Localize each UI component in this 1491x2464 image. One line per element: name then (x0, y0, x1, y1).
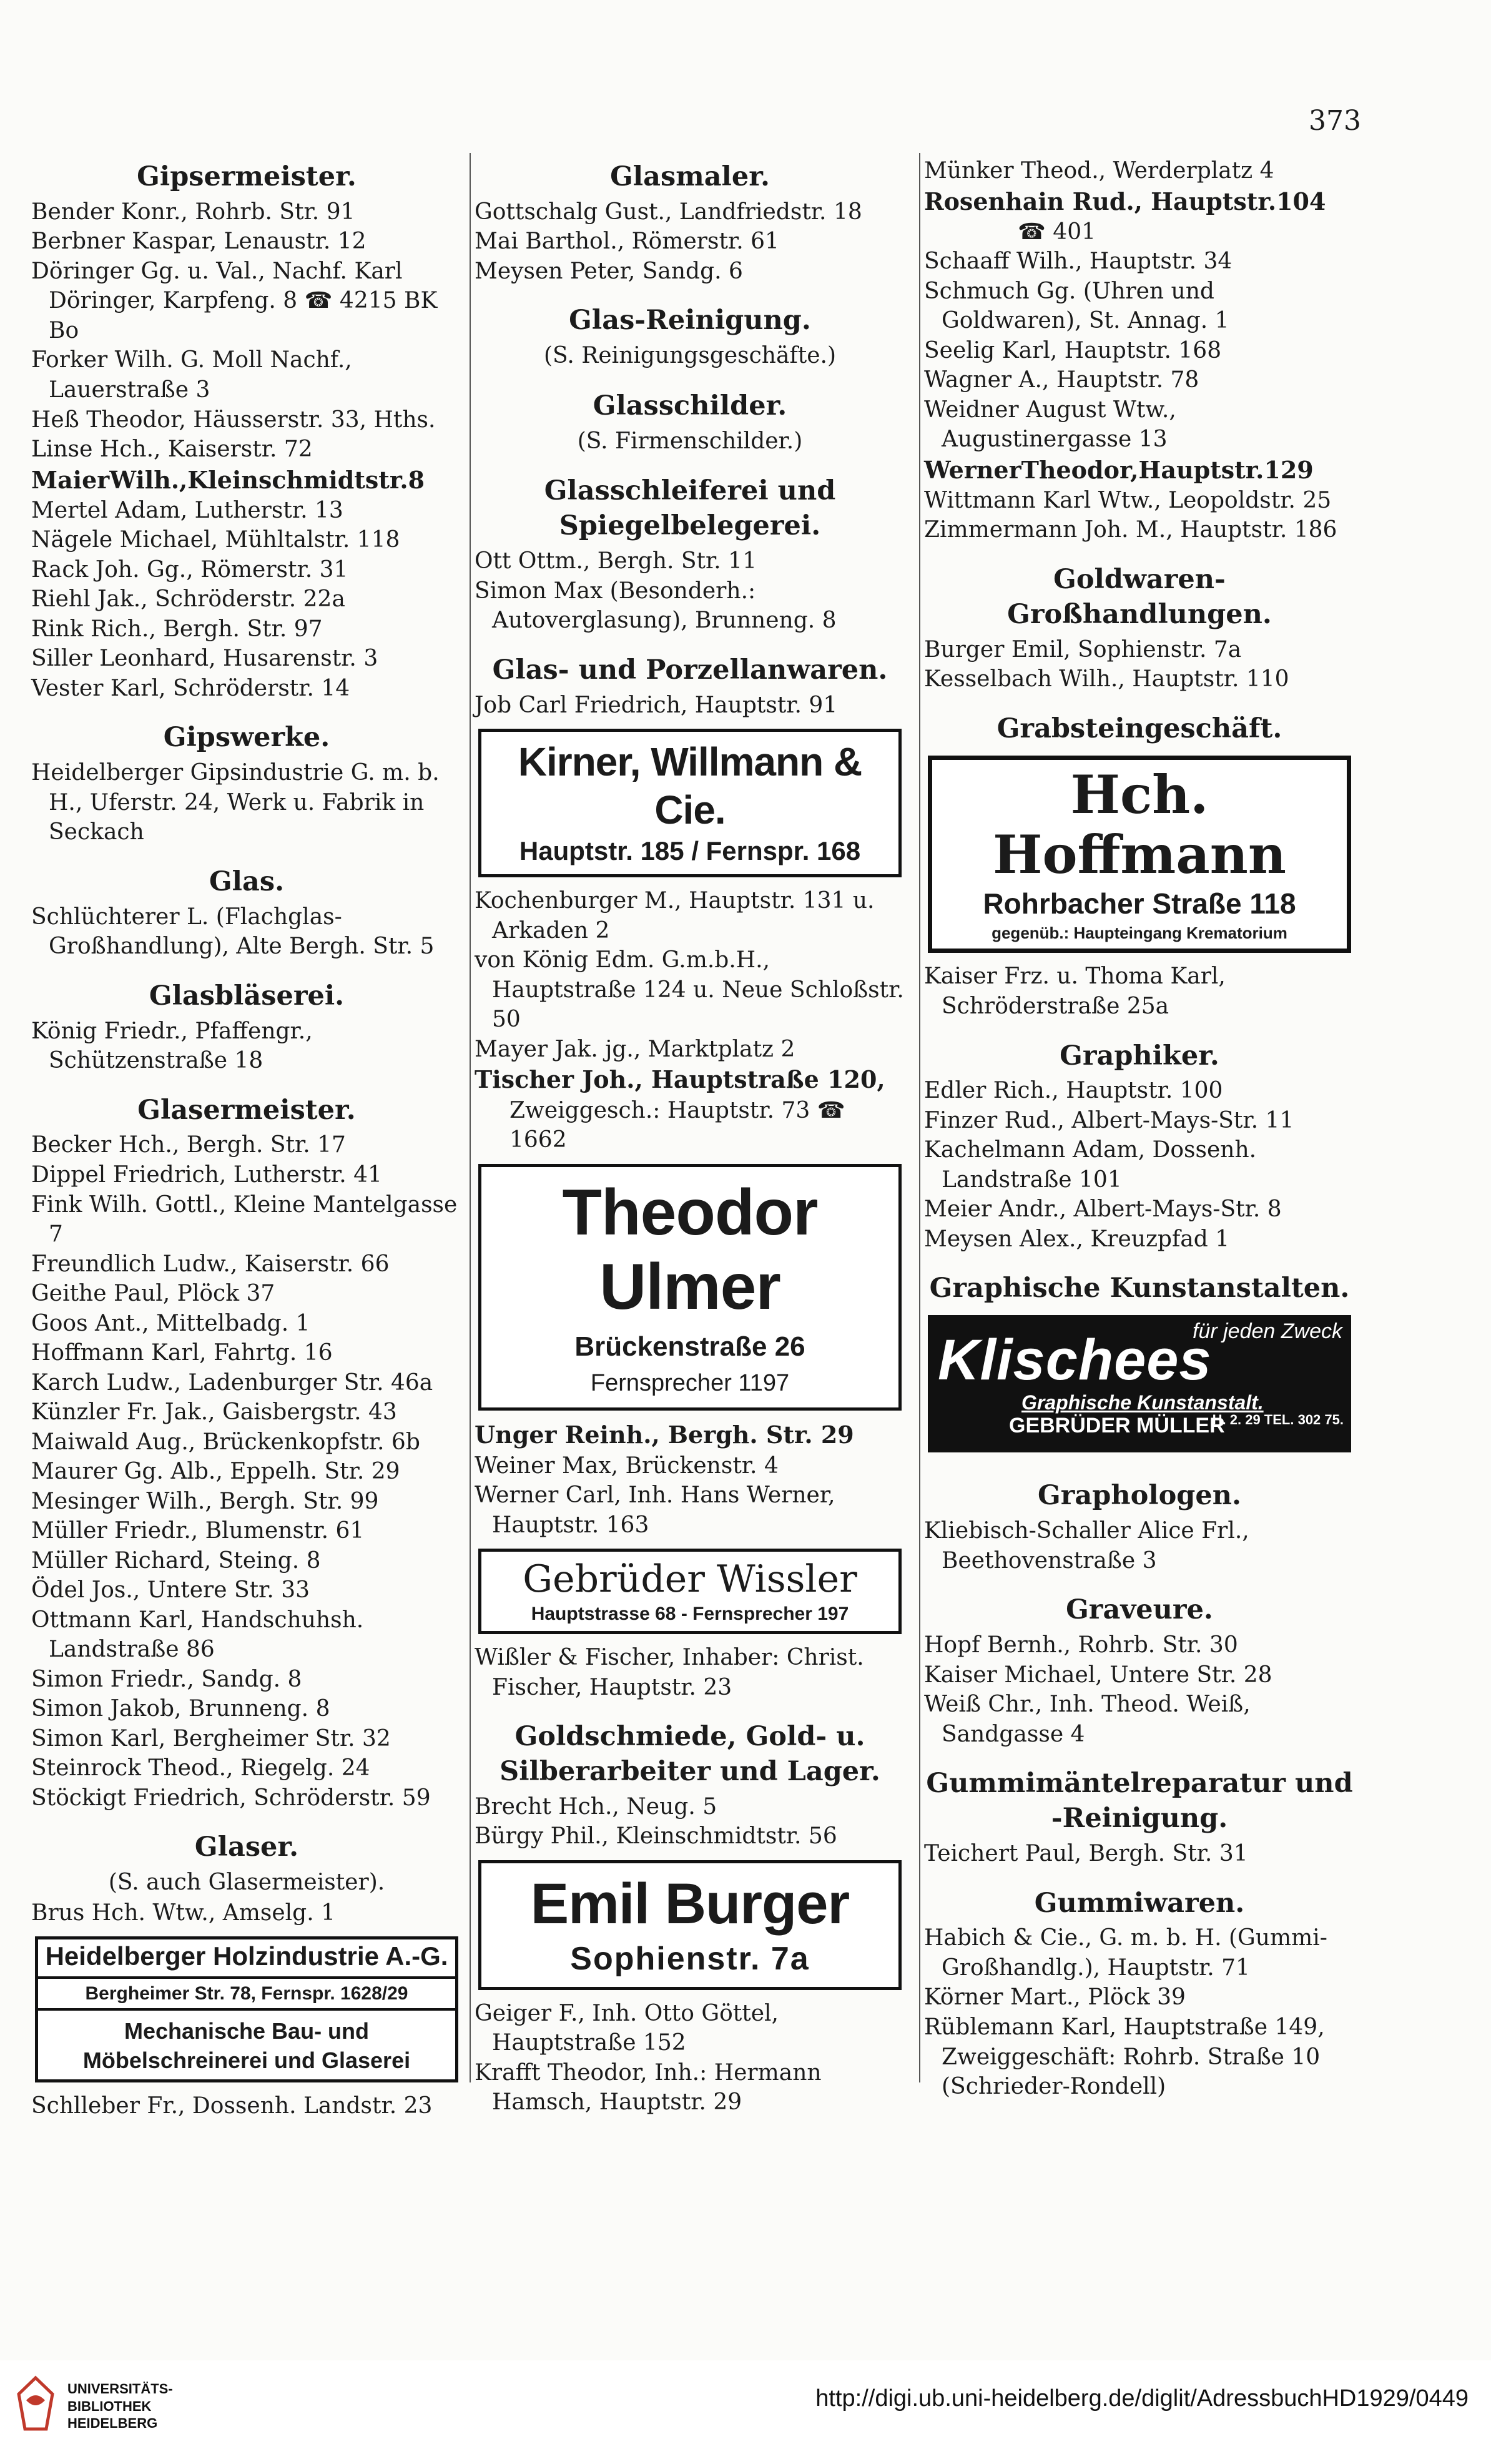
directory-entry: Finzer Rud., Albert-Mays-Str. 11 (924, 1107, 1294, 1133)
directory-entry: Seelig Karl, Hauptstr. 168 (924, 337, 1222, 363)
ad-address: Hauptstr. 185 / Fernspr. 168 (519, 835, 861, 865)
section-heading: Gummiwaren. (1034, 1887, 1245, 1919)
ad-address: Hauptstrasse 68 - Fernsprecher 197 (531, 1604, 849, 1625)
directory-entry: Rüblemann Karl, Hauptstraße 149, Zweiggeschäft: Rohrb. Straße 10 (Schrieder-Rondell) (924, 2014, 1332, 2100)
entry: Zweiggesch.: Hauptstr. 73 ☎ 1662 (509, 1097, 853, 1153)
ad-slogan: für jeden Zweck (1193, 1319, 1342, 1344)
directory-entry: Meysen Alex., Kreuzpfad 1 (924, 1226, 1230, 1252)
directory-entry: Müller Friedr., Blumenstr. 61 (31, 1518, 365, 1544)
directory-entry: Riehl Jak., Schröderstr. 22a (31, 586, 345, 613)
source-url[interactable]: http://digi.ub.uni-heidelberg.de/diglit/AdressbuchHD1929/0449 (815, 2385, 1469, 2412)
section-heading: Glasschilder. (593, 390, 787, 421)
entry-list (475, 886, 912, 1064)
ad-address: Rohrbacher Straße 118 (983, 887, 1296, 920)
section-heading: Gummimäntelreparatur und -Reinigung. (926, 1768, 1353, 1835)
ad-address: Sophienstr. 7a (570, 1941, 810, 1978)
entry-list (31, 1130, 465, 1813)
entry: Schlleber Fr., Dossenh. Landstr. 23 (31, 2092, 433, 2119)
ad-phone: H. 2. 29 TEL. 302 75. (1212, 1412, 1344, 1428)
directory-entry: Nägele Michael, Mühltalstr. 118 (31, 527, 400, 553)
ad-title: Theodor Ulmer (562, 1176, 818, 1324)
column-2 (475, 156, 912, 2117)
directory-entry: Heß Theodor, Häusserstr. 33, Hths. (31, 407, 436, 433)
directory-entry: Kaiser Michael, Untere Str. 28 (924, 1662, 1272, 1688)
section-heading: Glasbläserei. (149, 980, 345, 1012)
directory-entry: Schmuch Gg. (Uhren und Goldwaren), St. Annag. 1 (924, 278, 1229, 334)
directory-entry: Teichert Paul, Bergh. Str. 31 (924, 1841, 1248, 1867)
ad-address: Brückenstraße 26 (574, 1331, 805, 1362)
directory-entry: Mertel Adam, Lutherstr. 13 (31, 497, 343, 523)
ad-holzindustrie (35, 1936, 458, 2082)
entry-list (475, 1999, 905, 2117)
directory-entry: Bürgy Phil., Kleinschmidtstr. 56 (475, 1823, 837, 1850)
section-heading: Glas-Reinigung. (569, 305, 811, 337)
entry: Wißler & Fischer, Inhaber: Christ. Fischer, Hauptstr. 23 (475, 1645, 872, 1700)
directory-entry: Siller Leonhard, Husarenstr. 3 (31, 646, 378, 672)
directory-entry: Meysen Peter, Sandg. 6 (475, 258, 743, 284)
section-heading: Graphische Kunstanstalten. (929, 1273, 1350, 1304)
section-heading: Graphiker. (1060, 1040, 1219, 1072)
column-divider (919, 153, 920, 2082)
directory-entry: Vester Karl, Schröderstr. 14 (31, 675, 350, 701)
directory-entry: Karch Ludw., Ladenburger Str. 46a (31, 1369, 433, 1396)
directory-entry: Zimmermann Joh. M., Hauptstr. 186 (924, 517, 1337, 543)
directory-entry: Maurer Gg. Alb., Eppelh. Str. 29 (31, 1459, 400, 1485)
directory-entry: Rack Joh. Gg., Römerstr. 31 (31, 556, 348, 583)
directory-entry: Geithe Paul, Plöck 37 (31, 1281, 275, 1307)
directory-entry: Berbner Kaspar, Lenaustr. 12 (31, 229, 367, 255)
directory-entry: Steinrock Theod., Riegelg. 24 (31, 1755, 370, 1781)
directory-entry: Hopf Bernh., Rohrb. Str. 30 (924, 1632, 1238, 1658)
entry-list (31, 1898, 462, 1928)
column-divider (470, 153, 471, 2082)
directory-entry: Schaaff Wilh., Hauptstr. 34 (924, 249, 1233, 275)
directory-entry: Rink Rich., Bergh. Str. 97 (31, 616, 323, 642)
entry-list (924, 247, 1355, 455)
bold-entry: Rosenhain Rud., Hauptstr.104 (924, 187, 1326, 215)
directory-entry: Simon Max (Besonderh.: Autoverglasung), Brunneng. 8 (475, 578, 837, 634)
entry-list (924, 486, 1355, 545)
section-heading: Goldschmiede, Gold- u. Silberarbeiter und Lager. (499, 1721, 880, 1787)
entry-list (924, 1630, 1355, 1749)
directory-entry: Krafft Theodor, Inh.: Hermann Hamsch, Hauptstr. 29 (475, 2059, 829, 2116)
directory-entry: Freundlich Ludw., Kaiserstr. 66 (31, 1251, 390, 1277)
directory-entry: Gottschalg Gust., Landfriedstr. 18 (475, 199, 862, 225)
directory-entry: Weiß Chr., Inh. Theod. Weiß, Sandgasse 4 (924, 1692, 1258, 1747)
entry-list (31, 902, 462, 962)
section-subtitle: (S. auch Glasermeister). (108, 1870, 385, 1896)
directory-entry: Brecht Hch., Neug. 5 (475, 1793, 717, 1820)
directory-entry: Kochenburger M., Hauptstr. 131 u. Arkaden 2 (475, 888, 882, 944)
section-heading: Goldwaren-Großhandlungen. (1007, 563, 1272, 630)
directory-entry: Kliebisch-Schaller Alice Frl., Beethovenstraße 3 (924, 1518, 1257, 1574)
ad-maker: GEBRÜDER MÜLLER (1009, 1414, 1225, 1438)
column-1 (31, 156, 465, 2121)
bold-entry: MaierWilh.,Kleinschmidtstr.8 (31, 465, 425, 494)
directory-entry: Simon Karl, Bergheimer Str. 32 (31, 1725, 391, 1752)
directory-entry: Fink Wilh. Gottl., Kleine Mantelgasse 7 (31, 1191, 465, 1248)
directory-entry: Wittmann Karl Wtw., Leopoldstr. 25 (924, 487, 1332, 513)
ad-wissler (478, 1549, 902, 1634)
entry-list (475, 691, 905, 721)
directory-entry: Weiner Max, Brückenstr. 4 (475, 1452, 779, 1479)
entry-list (924, 1839, 1355, 1869)
entry-list (31, 1017, 462, 1076)
library-logo-icon (14, 2375, 57, 2432)
entry-list (924, 156, 1355, 186)
entry-list (31, 197, 462, 465)
directory-entry: Schlüchterer L. (Flachglas-Großhandlung), Alte Bergh. Str. 5 (31, 904, 435, 960)
ad-title: Hch. Hoffmann (993, 763, 1286, 886)
section-heading: Graveure. (1066, 1594, 1213, 1626)
directory-entry: Ott Ottm., Bergh. Str. 11 (475, 548, 757, 574)
directory-entry: Simon Friedr., Sandg. 8 (31, 1666, 302, 1692)
ad-ulmer (478, 1164, 902, 1411)
section-heading: Glas. (209, 865, 285, 897)
directory-entry: Künzler Fr. Jak., Gaisbergstr. 43 (31, 1399, 397, 1426)
entry-list (31, 758, 462, 847)
ad-burger (478, 1860, 902, 1990)
section-heading: Glasschleiferei und Spiegelbelegerei. (544, 475, 836, 542)
entry-list (475, 546, 905, 636)
directory-entry: Brus Hch. Wtw., Amselg. 1 (31, 1900, 336, 1926)
directory-entry: Forker Wilh. G. Moll Nachf., Lauerstraße 3 (31, 347, 360, 403)
ad-subtitle: Graphische Kunstanstalt. (1021, 1391, 1264, 1414)
directory-entry: Ödel Jos., Untere Str. 33 (31, 1577, 310, 1604)
section-heading: Gipsermeister. (137, 161, 357, 192)
directory-entry: Habich & Cie., G. m. b. H. (Gummi-Großhandlg.), Hauptstr. 71 (924, 1925, 1327, 1981)
directory-entry: Maiwald Aug., Brückenkopfstr. 6b (31, 1429, 420, 1455)
ad-kirner (478, 729, 902, 877)
section-subtitle: (S. Firmenschilder.) (577, 428, 803, 454)
entry-list (475, 1451, 905, 1540)
directory-entry: Wagner A., Hauptstr. 78 (924, 367, 1199, 393)
ad-hoffmann (928, 756, 1351, 954)
directory-entry: Kachelmann Adam, Dossenh. Landstraße 101 (924, 1137, 1264, 1193)
section-heading: Glas- und Porzellanwaren. (492, 654, 888, 686)
directory-entry: Becker Hch., Bergh. Str. 17 (31, 1132, 346, 1158)
directory-entry: Meier Andr., Albert-Mays-Str. 8 (924, 1196, 1282, 1223)
directory-entry: Geiger F., Inh. Otto Göttel, Hauptstraße 152 (475, 2000, 786, 2056)
section-heading: Gipswerke. (163, 722, 330, 754)
ad-note: gegenüb.: Haupteingang Krematorium (992, 923, 1287, 942)
section-heading: Grabsteingeschäft. (996, 712, 1282, 744)
directory-entry: Linse Hch., Kaiserstr. 72 (31, 436, 313, 463)
entry-list (31, 496, 462, 704)
entry-list (475, 197, 905, 287)
directory-entry: Goos Ant., Mittelbadg. 1 (31, 1310, 310, 1336)
section-heading: Glasmaler. (610, 161, 770, 192)
directory-entry: Müller Richard, Steing. 8 (31, 1547, 321, 1574)
directory-entry: Dippel Friedrich, Lutherstr. 41 (31, 1161, 382, 1188)
directory-entry: Ottmann Karl, Handschuhsh. Landstraße 86 (31, 1607, 371, 1663)
entry: ☎ 401 (1018, 219, 1096, 245)
directory-entry: Döringer Gg. u. Val., Nachf. Karl Döringer, Karpfeng. 8 ☎ 4215 BK Bo (31, 258, 445, 343)
ad-title: Kirner, Willmann & Cie. (518, 739, 862, 832)
directory-entry: Hoffmann Karl, Fahrtg. 16 (31, 1340, 333, 1366)
section-heading: Glaser. (194, 1831, 299, 1863)
directory-entry: Bender Konr., Rohrb. Str. 91 (31, 199, 355, 225)
directory-entry: Mai Barthol., Römerstr. 61 (475, 229, 779, 255)
ad-title: Heidelberger Holzindustrie A.-G. (45, 1941, 448, 1971)
ad-title: Emil Burger (530, 1871, 850, 1936)
ad-phone: Fernsprecher 1197 (590, 1369, 790, 1396)
library-name: UNIVERSITÄTS- BIBLIOTHEK HEIDELBERG (67, 2381, 173, 2431)
entry-list (924, 1076, 1355, 1254)
directory-entry: Stöckigt Friedrich, Schröderstr. 59 (31, 1785, 431, 1811)
directory-entry: Körner Mart., Plöck 39 (924, 1984, 1186, 2011)
directory-entry: Burger Emil, Sophienstr. 7a (924, 636, 1242, 663)
page-number: 373 (1309, 105, 1361, 137)
section-subtitle: (S. Reinigungsgeschäfte.) (543, 343, 837, 369)
entry-list (475, 1792, 905, 1851)
bold-entry: WernerTheodor,Hauptstr.129 (924, 455, 1314, 484)
directory-entry: Werner Carl, Inh. Hans Werner, Hauptstr. 163 (475, 1482, 842, 1538)
section-heading: Graphologen. (1038, 1480, 1241, 1512)
directory-entry: Weidner August Wtw., Augustinergasse 13 (924, 397, 1184, 453)
ad-title: Klischees (938, 1328, 1212, 1392)
directory-entry: Simon Jakob, Brunneng. 8 (31, 1696, 330, 1722)
directory-entry: Heidelberger Gipsindustrie G. m. b. H., Uferstr. 24, Werk u. Fabrik in Seckach (31, 760, 447, 845)
ad-description: Mechanische Bau- und Möbelschreinerei und Glaserei (82, 2018, 411, 2073)
directory-entry: Edler Rich., Hauptstr. 100 (924, 1078, 1223, 1104)
directory-entry: Mesinger Wilh., Bergh. Str. 99 (31, 1488, 379, 1514)
directory-entry: Job Carl Friedrich, Hauptstr. 91 (475, 692, 838, 718)
entry-list (924, 635, 1355, 694)
bold-entry: Tischer Joh., Hauptstraße 120, (475, 1065, 885, 1094)
ad-klischees (928, 1315, 1351, 1452)
directory-entry: König Friedr., Pfaffengr., Schützenstraße 18 (31, 1018, 320, 1074)
directory-entry: Münker Theod., Werderplatz 4 (924, 158, 1274, 184)
directory-entry: von König Edm. G.m.b.H., Hauptstraße 124 u. Neue Schloßstr. 50 (475, 947, 912, 1033)
section-heading: Glasermeister. (137, 1094, 356, 1126)
ad-address: Bergheimer Str. 78, Fernspr. 1628/29 (85, 1983, 408, 2004)
footer-bar (0, 2367, 1491, 2464)
entry-list (924, 1923, 1355, 2101)
entry: Kaiser Frz. u. Thoma Karl, Schröderstraße 25a (924, 963, 1233, 1019)
directory-entry: Mayer Jak. jg., Marktplatz 2 (475, 1036, 795, 1062)
entry-list (924, 1516, 1355, 1575)
ad-title: Gebrüder Wissler (523, 1557, 857, 1602)
bold-entry: Unger Reinh., Bergh. Str. 29 (475, 1421, 854, 1449)
directory-entry: Kesselbach Wilh., Hauptstr. 110 (924, 666, 1289, 692)
column-3 (924, 156, 1355, 2102)
